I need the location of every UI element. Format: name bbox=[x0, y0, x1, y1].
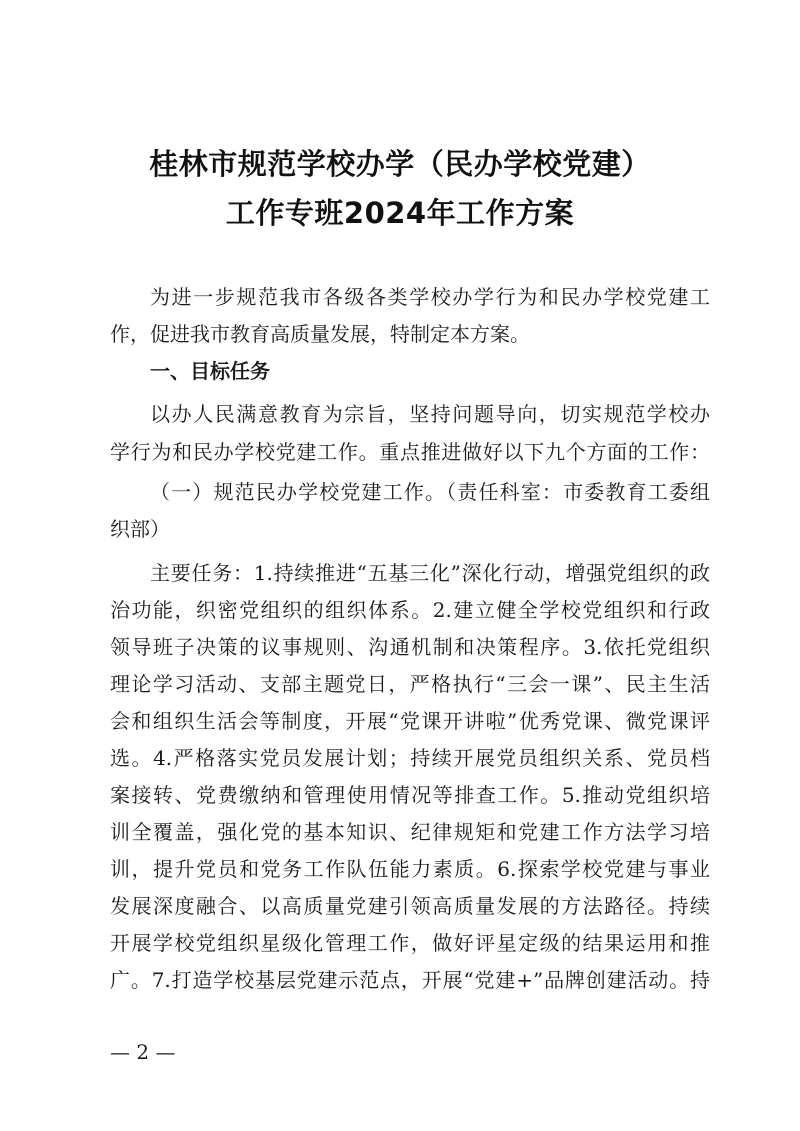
section1-line-2: 学行为和民办学校党建工作。重点推进做好以下九个方面的工作： bbox=[110, 440, 710, 464]
task-line-2: 治功能，织密党组织的组织体系。2.建立健全学校党组织和行政 bbox=[110, 598, 710, 622]
task-line-11: 开展学校党组织星级化管理工作，做好评星定级的结果运用和推 bbox=[110, 931, 710, 955]
section-heading-1: 一、目标任务 bbox=[150, 359, 270, 383]
task-line-7: 案接转、党费缴纳和管理使用情况等排查工作。5.推动党组织培 bbox=[110, 783, 710, 807]
document-title-line-1: 桂林市规范学校办学（民办学校党建） bbox=[149, 147, 651, 181]
item1-heading-line-1: （一）规范民办学校党建工作。（责任科室：市委教育工委组 bbox=[150, 480, 710, 504]
task-line-10: 发展深度融合、以高质量党建引领高质量发展的方法路径。持续 bbox=[110, 894, 710, 918]
page-number: — 2 — bbox=[110, 1040, 176, 1064]
document-title-line-2: 工作专班2024年工作方案 bbox=[225, 196, 575, 230]
task-line-12: 广。7.打造学校基层党建示范点，开展“党建+”品牌创建活动。持 bbox=[110, 968, 710, 992]
intro-line-1: 为进一步规范我市各级各类学校办学行为和民办学校党建工 bbox=[150, 285, 710, 309]
task-line-6: 选。4.严格落实党员发展计划；持续开展党员组织关系、党员档 bbox=[110, 746, 710, 770]
task-line-8: 训全覆盖，强化党的基本知识、纪律规矩和党建工作方法学习培 bbox=[110, 820, 710, 844]
intro-line-2: 作，促进我市教育高质量发展，特制定本方案。 bbox=[110, 322, 530, 346]
task-line-9: 训，提升党员和党务工作队伍能力素质。6.探索学校党建与事业 bbox=[110, 857, 710, 881]
task-line-4: 理论学习活动、支部主题党日，严格执行“三会一课”、民主生活 bbox=[110, 672, 710, 696]
section1-line-1: 以办人民满意教育为宗旨，坚持问题导向，切实规范学校办 bbox=[150, 402, 710, 426]
task-line-1: 主要任务：1.持续推进“五基三化”深化行动，增强党组织的政 bbox=[150, 561, 710, 585]
task-line-3: 领导班子决策的议事规则、沟通机制和决策程序。3.依托党组织 bbox=[110, 635, 710, 659]
task-line-5: 会和组织生活会等制度，开展“党课开讲啦”优秀党课、微党课评 bbox=[110, 709, 710, 733]
item1-heading-line-2: 织部） bbox=[110, 517, 170, 541]
